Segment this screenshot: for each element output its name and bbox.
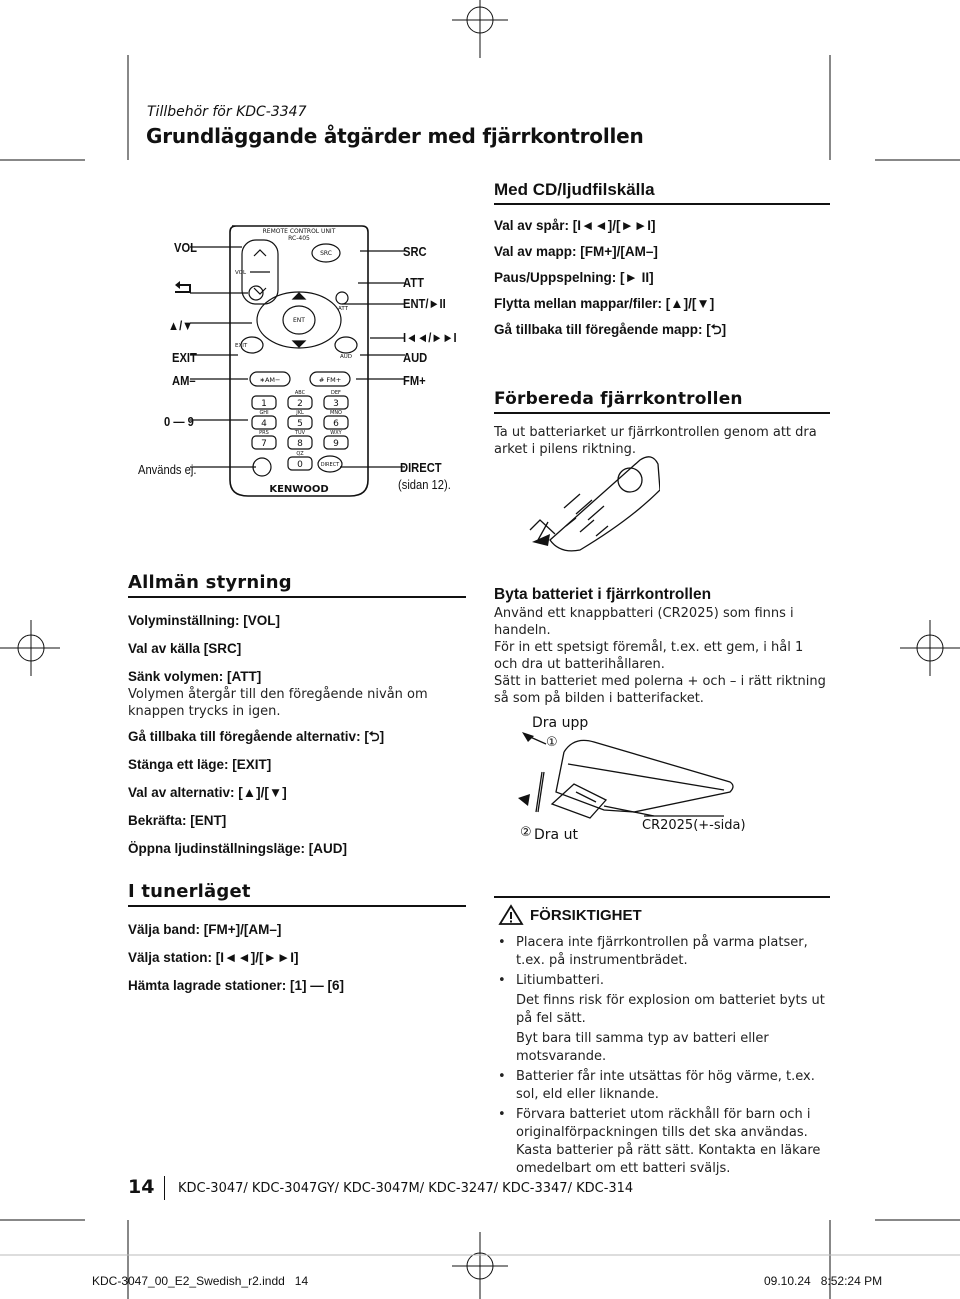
remote-sheet-figure bbox=[520, 450, 660, 555]
remote-sub-qz: QZ bbox=[296, 451, 304, 457]
page-number: 14 bbox=[128, 1176, 155, 1198]
battery-para-3: Sätt in batteriet med polerna + och – i rätt riktning så som på bilden i batterifacket. bbox=[494, 674, 826, 706]
remote-key-0: 0 bbox=[297, 460, 303, 470]
cd-line-pause: Paus/Uppspelning: [► II] bbox=[494, 270, 654, 285]
caution-bullet-1: • Placera inte fjärrkontrollen på varma platser, t.ex. på instrumentbrädet. bbox=[494, 934, 830, 970]
battery-type-label: CR2025(+-sida) bbox=[642, 818, 746, 833]
tuner-item-preset: Hämta lagrade stationer: [1] — [6] bbox=[128, 978, 345, 993]
remote-sub-prs: PRS bbox=[259, 430, 269, 436]
remote-src-text: SRC bbox=[320, 250, 332, 257]
caution-section bbox=[494, 896, 830, 1180]
tuner-heading: I tunerläget bbox=[128, 881, 466, 907]
remote-ent-text: ENT bbox=[293, 317, 305, 324]
pull-up-label: Dra upp bbox=[532, 715, 589, 731]
remote-key-8: 8 bbox=[297, 439, 303, 449]
caution-sub-1: Det finns risk för explosion om batteriet byts ut på fel sätt. bbox=[516, 993, 825, 1026]
step1-marker: ① bbox=[546, 735, 558, 750]
remote-key-5: 5 bbox=[297, 419, 303, 429]
remote-control-drawing bbox=[190, 220, 405, 500]
remote-key-6: 6 bbox=[333, 419, 339, 429]
label-direct: DIRECT bbox=[400, 460, 442, 475]
remote-key-3: 3 bbox=[333, 399, 339, 409]
remote-aud-text: AUD bbox=[340, 354, 353, 360]
tuner-item-station: Välja station: [I◄◄]/[►►I] bbox=[128, 950, 299, 965]
label-direct-note: (sidan 12). bbox=[398, 477, 451, 492]
label-exit: EXIT bbox=[172, 350, 197, 365]
label-unused: Används ej. bbox=[138, 462, 197, 477]
remote-sub-def: DEF bbox=[331, 390, 341, 396]
tuner-section bbox=[128, 881, 466, 995]
remote-sub-tuv: TUV bbox=[294, 430, 306, 436]
pull-out-label: Dra ut bbox=[534, 827, 578, 843]
general-item-vol: Volyminställning: [VOL] bbox=[128, 613, 281, 628]
battery-heading: Byta batteriet i fjärrkontrollen bbox=[494, 586, 712, 603]
footer-divider bbox=[164, 1176, 165, 1200]
label-aud: AUD bbox=[403, 350, 428, 365]
step2-marker: ② bbox=[520, 825, 532, 840]
general-section bbox=[128, 572, 466, 858]
remote-key-1: 1 bbox=[261, 399, 267, 409]
remote-brand: KENWOOD bbox=[269, 484, 329, 495]
remote-att-text: ATT bbox=[338, 306, 348, 312]
remote-top-text: REMOTE CONTROL UNIT bbox=[262, 228, 336, 235]
label-vol: VOL bbox=[174, 240, 197, 255]
battery-para-2: För in ett spetsigt föremål, t.ex. ett gem, i hål 1 och dra ut batterihållaren. bbox=[494, 640, 804, 672]
prepare-section bbox=[494, 389, 830, 458]
battery-drawing bbox=[494, 712, 830, 852]
general-item-att: Sänk volymen: [ATT] bbox=[128, 669, 262, 684]
page-title: Grundläggande åtgärder med fjärrkontrollen bbox=[146, 124, 644, 148]
battery-figure bbox=[494, 712, 830, 852]
prepare-heading: Förbereda fjärrkontrollen bbox=[494, 389, 830, 414]
prepare-text: Ta ut batteriarket ur fjärrkontrollen genom att dra arket i pilens riktning. bbox=[494, 425, 817, 457]
general-heading: Allmän styrning bbox=[128, 572, 466, 598]
remote-key-2: 2 bbox=[297, 399, 303, 409]
remote-sub-ghi: GHI bbox=[259, 410, 269, 416]
remote-direct-text: DIRECT bbox=[320, 462, 340, 468]
label-ent: ENT/►II bbox=[403, 296, 446, 311]
general-item-aud: Öppna ljudinställningsläge: [AUD] bbox=[128, 841, 347, 856]
label-src: SRC bbox=[403, 244, 427, 259]
cd-section bbox=[494, 180, 830, 339]
remote-key-7: 7 bbox=[261, 439, 267, 449]
label-am: AM– bbox=[172, 373, 196, 388]
cd-heading: Med CD/ljudfilskälla bbox=[494, 180, 830, 205]
remote-sub-abc: ABC bbox=[294, 390, 306, 396]
general-item-ent: Bekräfta: [ENT] bbox=[128, 813, 227, 828]
label-digits: 0 — 9 bbox=[164, 414, 194, 429]
caution-bullet-2: • Litiumbatteri. bbox=[494, 972, 830, 990]
battery-para-1: Använd ett knappbatteri (CR2025) som finns i handeln. bbox=[494, 606, 794, 638]
general-item-att-note: Volymen återgår till den föregående nivån om knappen trycks in igen. bbox=[128, 687, 428, 719]
footer-models: KDC-3047/ KDC-3047GY/ KDC-3047M/ KDC-3247/ KDC-3347/ KDC-314 bbox=[178, 1181, 634, 1196]
remote-fm-text: # FM+ bbox=[318, 376, 342, 384]
cd-line-move: Flytta mellan mappar/filer: [▲]/[▼] bbox=[494, 296, 715, 311]
remote-key-4: 4 bbox=[261, 419, 267, 429]
caution-bullet-4: • Förvara batteriet utom räckhåll för barn och i originalförpackningen tills det ska användas. Kasta batterier på rätt sätt. Kontakta en läkare omedelbart om ett batteri sväljs. bbox=[494, 1106, 830, 1178]
cd-line-back: Gå tillbaka till föregående mapp: [⮌] bbox=[494, 322, 727, 337]
remote-sub-mno: MNO bbox=[330, 410, 342, 416]
caution-list-2 bbox=[494, 1068, 830, 1178]
label-att: ATT bbox=[403, 275, 424, 290]
cd-line-track: Val av spår: [I◄◄]/[►►I] bbox=[494, 218, 656, 233]
remote-sub-wxy: WXY bbox=[330, 430, 342, 436]
general-item-exit: Stänga ett läge: [EXIT] bbox=[128, 757, 272, 772]
caution-bullet-3: • Batterier får inte utsättas för hög värme, t.ex. sol, eld eller liknande. bbox=[494, 1068, 830, 1104]
label-fm: FM+ bbox=[403, 373, 426, 388]
label-up-down: ▲/▼ bbox=[168, 318, 194, 333]
general-item-src: Val av källa [SRC] bbox=[128, 641, 242, 656]
remote-key-9: 9 bbox=[333, 439, 339, 449]
general-item-back: Gå tillbaka till föregående alternativ: [⮌] bbox=[128, 729, 385, 744]
remote-exit-text: EXIT bbox=[235, 343, 248, 349]
caution-list bbox=[494, 934, 830, 990]
cd-line-folder: Val av mapp: [FM+]/[AM–] bbox=[494, 244, 658, 259]
remote-sub-jkl: JKL bbox=[296, 410, 304, 416]
file-info: KDC-3047_00_E2_Swedish_r2.indd 14 bbox=[92, 1274, 309, 1288]
label-track: I◄◄/►►I bbox=[403, 330, 457, 345]
battery-section bbox=[494, 586, 830, 707]
page-kicker: Tillbehör för KDC-3347 bbox=[147, 104, 307, 120]
remote-figure bbox=[128, 220, 468, 500]
remote-model: RC-405 bbox=[288, 235, 310, 242]
caution-sub-2: Byt bara till samma typ av batteri eller motsvarande. bbox=[516, 1031, 769, 1064]
caution-heading: FÖRSIKTIGHET bbox=[530, 906, 642, 924]
timestamp: 09.10.24 8:52:24 PM bbox=[764, 1274, 883, 1288]
caution-header bbox=[494, 896, 830, 926]
remote-vol-text: VOL bbox=[235, 270, 247, 276]
tuner-item-band: Välja band: [FM+]/[AM–] bbox=[128, 922, 282, 937]
remote-am-text: ∗AM− bbox=[259, 376, 281, 384]
warning-icon bbox=[498, 904, 524, 926]
general-item-select: Val av alternativ: [▲]/[▼] bbox=[128, 785, 287, 800]
